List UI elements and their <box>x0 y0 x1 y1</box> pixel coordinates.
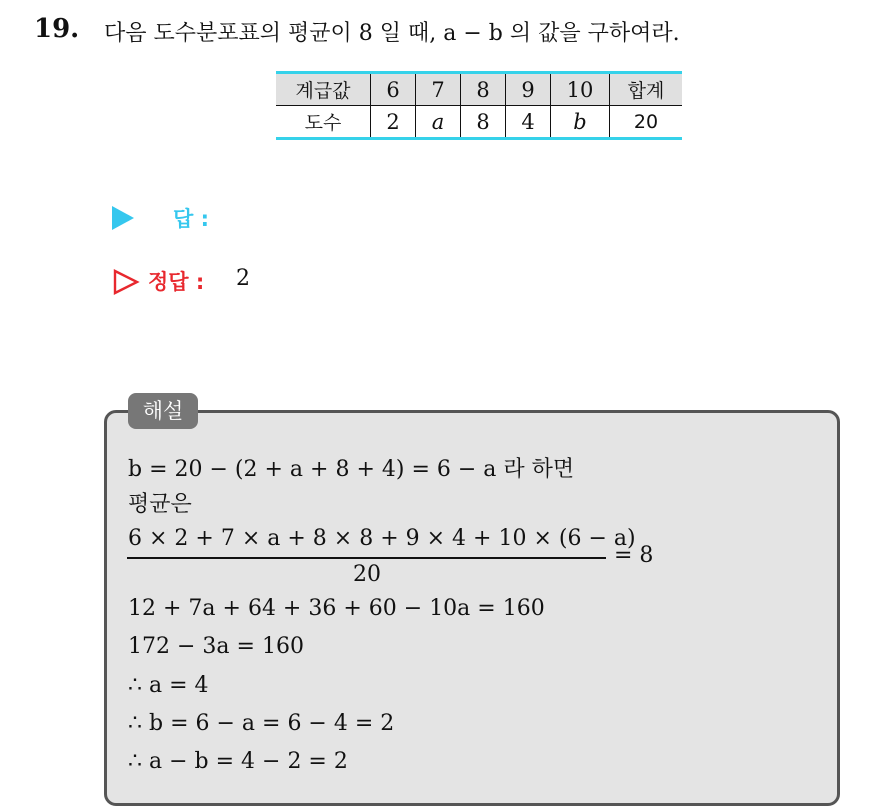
explanation-line: ∴ a = 4 <box>128 673 209 698</box>
table-cell: 6 <box>371 73 416 106</box>
solution-label: 정답 : <box>148 270 205 294</box>
explanation-tag: 해설 <box>128 393 198 429</box>
explanation-line: 172 − 3a = 160 <box>128 634 304 659</box>
explanation-line: 12 + 7a + 64 + 36 + 60 − 10a = 160 <box>128 596 545 621</box>
table-cell: 도수 <box>276 106 371 139</box>
question-number: 19. <box>34 14 80 44</box>
explanation-line: 평균은 <box>128 492 192 517</box>
table-cell: 4 <box>506 106 551 139</box>
table-cell: 2 <box>371 106 416 139</box>
table-cell: 7 <box>416 73 461 106</box>
table-cell: b <box>551 106 610 139</box>
fraction-equals: = 8 <box>614 543 654 568</box>
table-cell: 20 <box>610 106 683 139</box>
table-cell: 9 <box>506 73 551 106</box>
answer-label: 답 : <box>173 207 209 231</box>
table-cell: 8 <box>461 106 506 139</box>
explanation-line: ∴ a − b = 4 − 2 = 2 <box>128 749 348 774</box>
frequency-table <box>276 71 682 140</box>
table-cell: a <box>416 106 461 139</box>
table-cell: 10 <box>551 73 610 106</box>
table-row <box>276 106 682 139</box>
table-cell: 계급값 <box>276 73 371 106</box>
answer-triangle-icon <box>112 206 134 230</box>
solution-value: 2 <box>236 266 250 291</box>
solution-triangle-icon <box>112 268 140 296</box>
table-cell: 합계 <box>610 73 683 106</box>
table-cell: 8 <box>461 73 506 106</box>
fraction-numerator: 6 × 2 + 7 × a + 8 × 8 + 9 × 4 + 10 × (6 − a) <box>128 526 636 551</box>
explanation-line: ∴ b = 6 − a = 6 − 4 = 2 <box>128 711 395 736</box>
explanation-line: b = 20 − (2 + a + 8 + 4) = 6 − a 라 하면 <box>128 457 575 482</box>
fraction-denominator: 20 <box>353 562 381 587</box>
table-row <box>276 73 682 106</box>
fraction-bar <box>127 557 606 559</box>
question-text: 다음 도수분포표의 평균이 8 일 때, a − b 의 값을 구하여라. <box>104 21 680 46</box>
